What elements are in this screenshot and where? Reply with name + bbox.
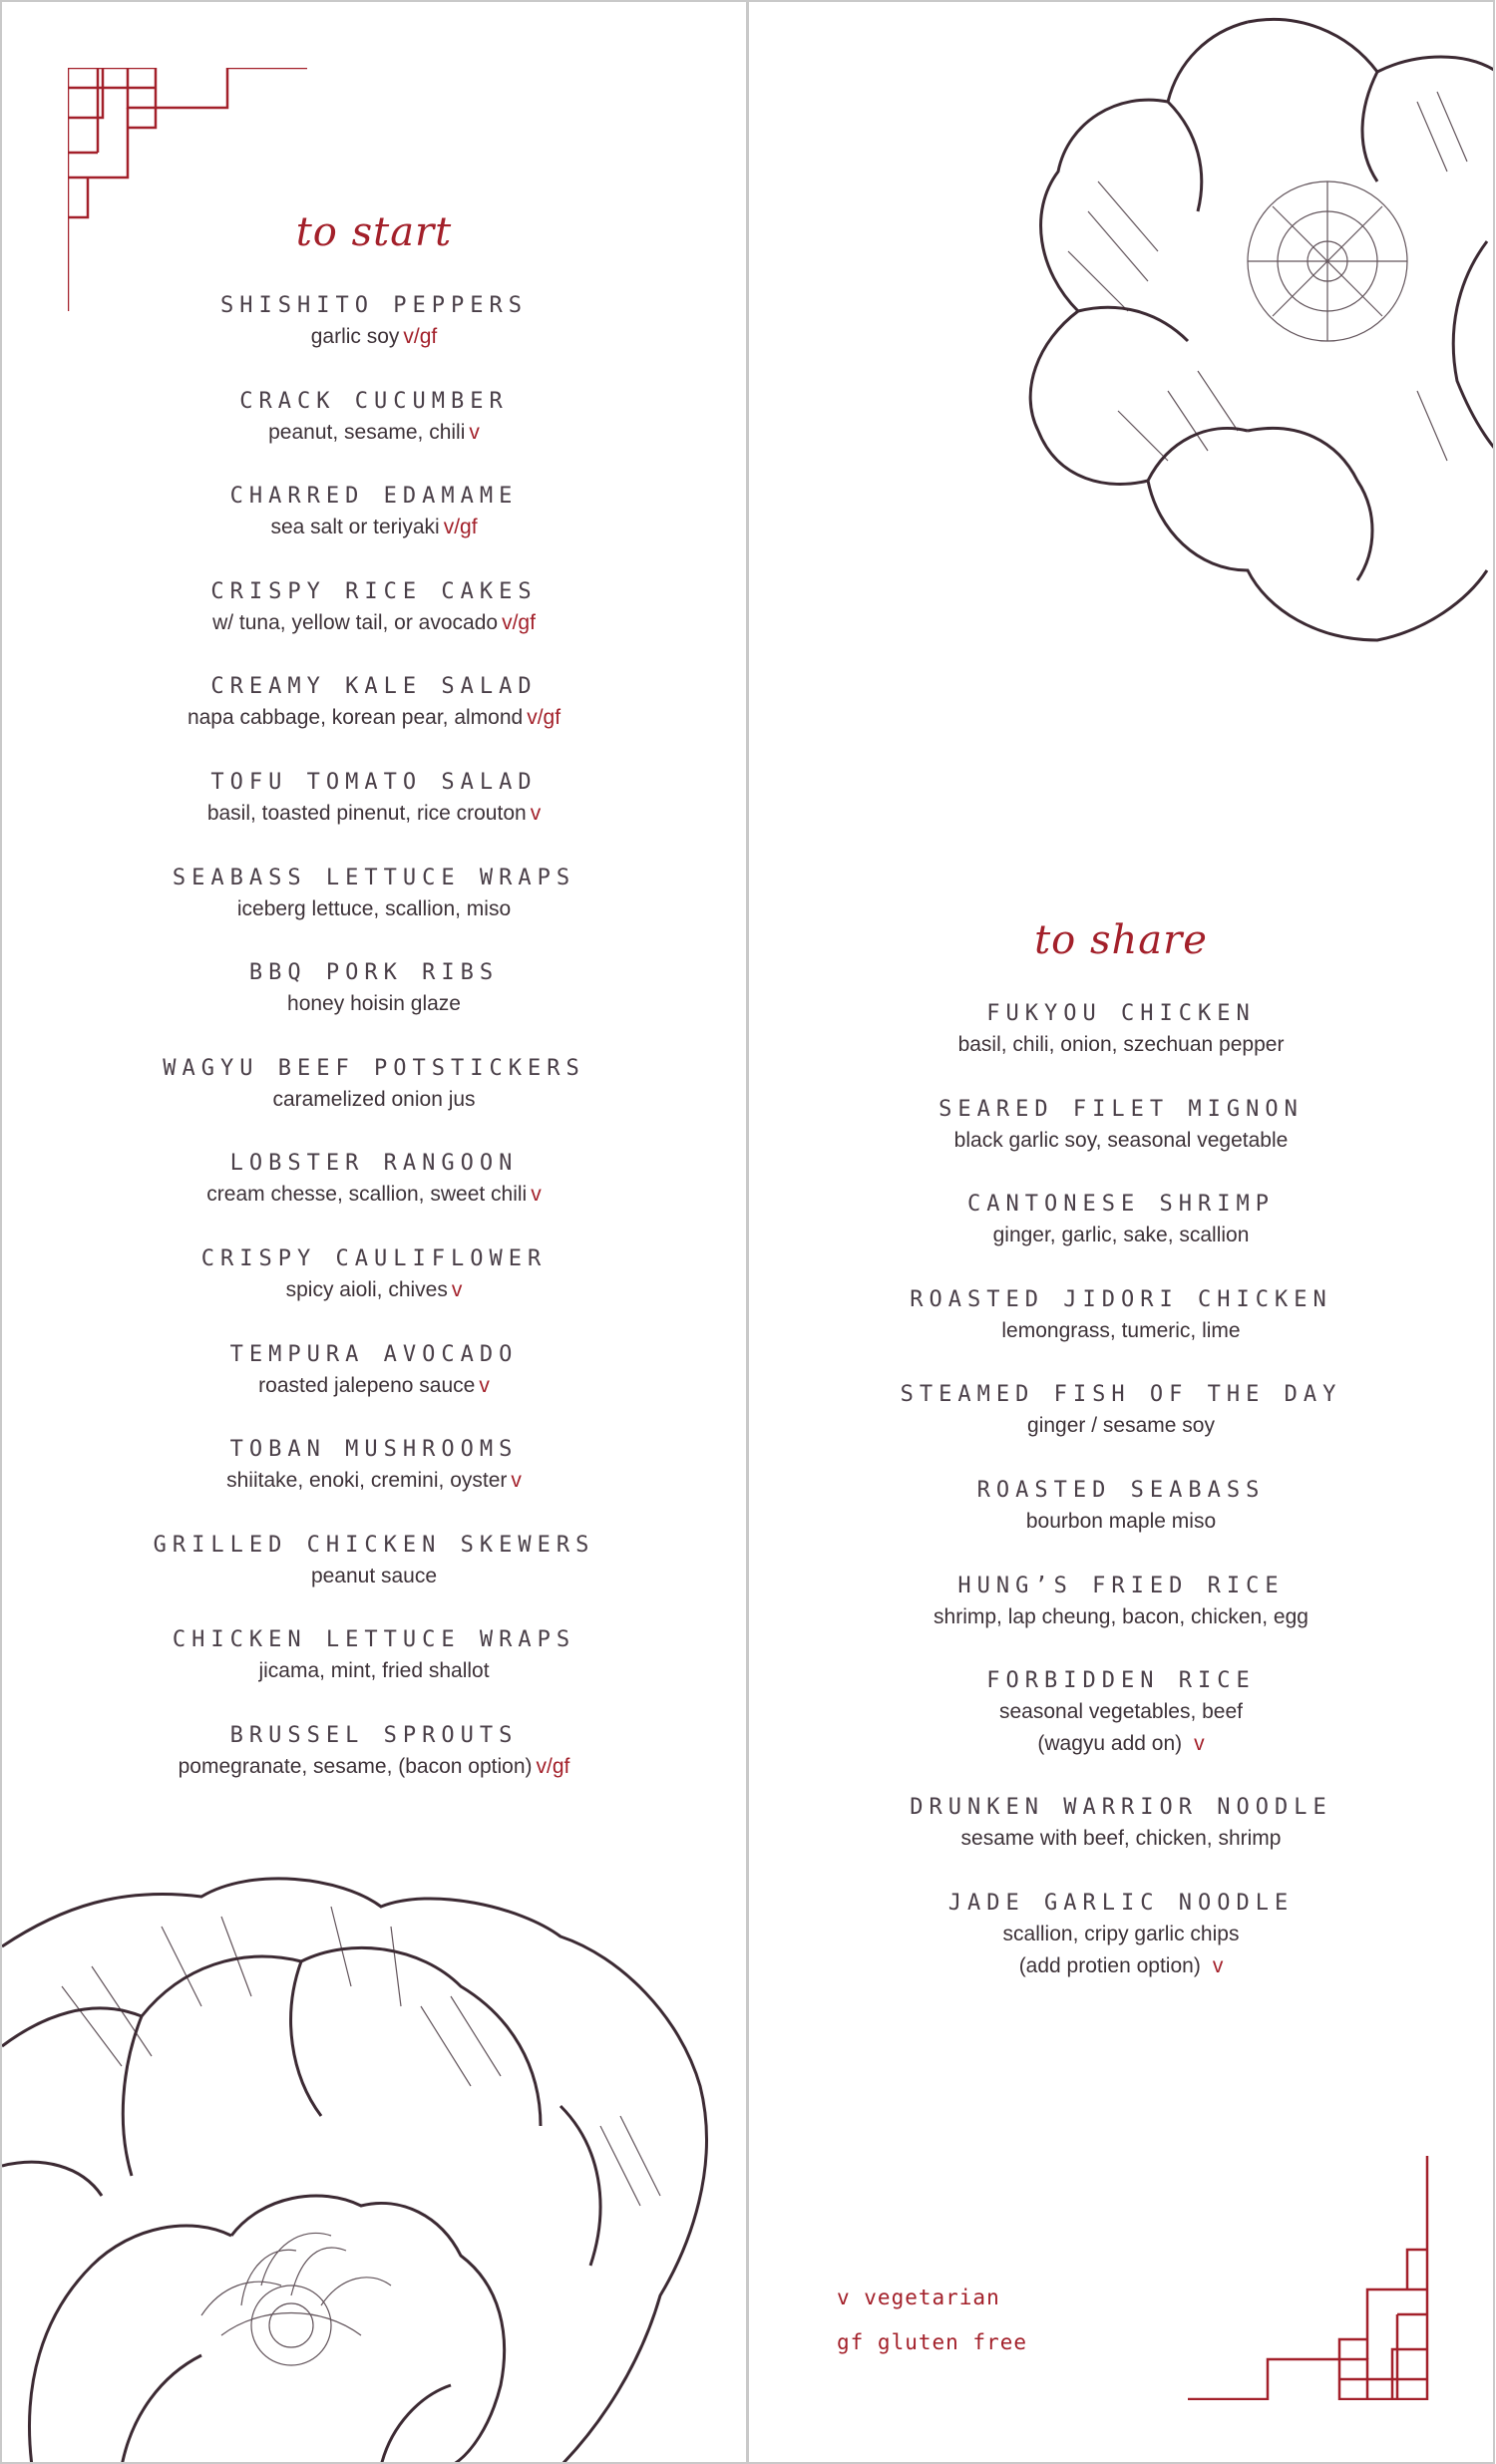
menu-item-description-text: jicama, mint, fried shallot [258, 1659, 490, 1683]
menu-item-description [749, 1601, 1493, 1633]
legend-gluten-free: gf gluten free [837, 2330, 1028, 2354]
menu-item [749, 1095, 1493, 1191]
menu-item [2, 672, 746, 768]
menu-item-description [749, 1919, 1493, 1950]
menu-item-description [2, 1465, 746, 1497]
menu-item-description-text: iceberg lettuce, scallion, miso [236, 896, 512, 920]
menu-item-name: LOBSTER RANGOON [229, 1151, 519, 1177]
to-start-heading: to start [295, 209, 453, 255]
menu-item-description [2, 1084, 746, 1116]
menu-item-description-text: ginger / sesame soy [1027, 1414, 1215, 1438]
menu-item-name: DRUNKEN WARRIOR NOODLE [910, 1795, 1332, 1821]
dietary-tag: v/gf [403, 325, 438, 348]
menu-item-description-text: pomegranate, sesame, (bacon option) [178, 1754, 533, 1778]
menu-item-description [2, 512, 746, 543]
corner-fret-ornament-top-left [68, 68, 317, 312]
menu-item-description [2, 798, 746, 830]
menu-item-name: TEMPURA AVOCADO [229, 1341, 519, 1367]
menu-item-description-text: w/ tuna, yellow tail, or avocado [212, 610, 499, 634]
menu-item-description [2, 321, 746, 353]
menu-item-description-text: sea salt or teriyaki [270, 516, 440, 539]
menu-item-name: BRUSSEL SPROUTS [229, 1722, 519, 1748]
corner-fret-ornament-bottom-right [1188, 2156, 1437, 2400]
menu-item-description-text: basil, toasted pinenut, rice crouton [206, 801, 527, 825]
menu-item-description [749, 1220, 1493, 1251]
dietary-tag: v/gf [536, 1754, 570, 1778]
dietary-tag: v [1212, 1953, 1224, 1977]
menu-item [749, 1476, 1493, 1572]
menu-item-name: TOBAN MUSHROOMS [229, 1437, 519, 1463]
menu-item-name: TOFU TOMATO SALAD [210, 769, 538, 795]
menu-item-description-text: black garlic soy, seasonal vegetable [953, 1128, 1289, 1152]
menu-item-name: CRACK CUCUMBER [239, 388, 509, 414]
menu-item [749, 1572, 1493, 1667]
menu-item-description-text: sesame with beef, chicken, shrimp [960, 1827, 1282, 1851]
dietary-tag: v/gf [527, 706, 561, 730]
right-menu-panel [747, 0, 1495, 2464]
menu-item-description-text: spicy aioli, chives [285, 1277, 448, 1301]
menu-item [2, 482, 746, 577]
menu-item [2, 291, 746, 387]
menu-item-name: CHARRED EDAMAME [229, 484, 519, 510]
menu-item-name: CREAMY KALE SALAD [210, 674, 538, 700]
to-share-heading: to share [1034, 917, 1208, 963]
menu-item-description [749, 1506, 1493, 1538]
dietary-legend [837, 2286, 1027, 2375]
menu-item [2, 1435, 746, 1531]
menu-item-name: BBQ PORK RIBS [248, 960, 500, 986]
menu-item [2, 958, 746, 1054]
menu-item-description-text: peanut, sesame, chili [268, 420, 466, 444]
dietary-tag: v [451, 1277, 463, 1301]
menu-item-name: SEABASS LETTUCE WRAPS [172, 865, 576, 890]
dietary-tag: v/gf [443, 516, 478, 539]
menu-item-name: ROASTED JIDORI CHICKEN [910, 1286, 1332, 1312]
menu-item [2, 387, 746, 483]
menu-item-description-text: honey hoisin glaze [287, 992, 461, 1016]
menu-item [2, 1149, 746, 1244]
menu-item [2, 864, 746, 959]
menu-item-name: CHICKEN LETTUCE WRAPS [172, 1627, 576, 1653]
menu-item-description-text: shrimp, lap cheung, bacon, chicken, egg [934, 1604, 1309, 1628]
menu-item-name: FUKYOU CHICKEN [986, 1001, 1256, 1026]
menu-item-name: ROASTED SEABASS [976, 1477, 1266, 1503]
menu-item-description-extra-text: (wagyu add on) [1037, 1732, 1183, 1756]
menu-item-description [2, 607, 746, 639]
peony-flower-illustration-bottom [2, 1867, 720, 2464]
menu-item [749, 999, 1493, 1095]
dietary-tag: v [511, 1469, 522, 1493]
dietary-tag: v [1194, 1732, 1205, 1756]
dietary-tag: v [479, 1373, 490, 1397]
menu-item-description-text: basil, chili, onion, szechuan pepper [957, 1033, 1285, 1056]
menu-item-description [2, 417, 746, 449]
menu-item [749, 1889, 1493, 2015]
menu-item-description-text: cream chesse, scallion, sweet chili [206, 1183, 528, 1207]
menu-item-description [2, 1274, 746, 1306]
to-share-item-list [749, 999, 1493, 2015]
menu-item-description [2, 1370, 746, 1402]
menu-item-name: SEARED FILET MIGNON [938, 1096, 1304, 1122]
menu-item-description-text: bourbon maple miso [1025, 1509, 1217, 1533]
menu-item-name: STEAMED FISH OF THE DAY [900, 1382, 1342, 1408]
menu-item [749, 1380, 1493, 1476]
menu-item-description [749, 1823, 1493, 1855]
menu-item [749, 1793, 1493, 1889]
menu-item-description-extra [749, 1950, 1493, 1982]
menu-item-description [749, 1029, 1493, 1061]
menu-item-description-text: napa cabbage, korean pear, almond [187, 706, 524, 730]
legend-vegetarian: v vegetarian [837, 2286, 1000, 2309]
menu-item-description [749, 1125, 1493, 1157]
menu-item-description-extra-text: (add protien option) [1018, 1953, 1201, 1977]
menu-item-description [2, 988, 746, 1020]
menu-item-name: WAGYU BEEF POTSTICKERS [163, 1055, 585, 1081]
menu-item-name: HUNG’S FRIED RICE [957, 1573, 1285, 1598]
menu-item [749, 1190, 1493, 1285]
menu-item [2, 577, 746, 673]
menu-item-description-text: roasted jalepeno sauce [258, 1373, 476, 1397]
dietary-tag: v/gf [502, 610, 536, 634]
menu-item-name: GRILLED CHICKEN SKEWERS [153, 1532, 595, 1558]
menu-item-description-extra [749, 1728, 1493, 1760]
menu-item [2, 1244, 746, 1340]
menu-item-description [2, 702, 746, 734]
menu-item-description-text: ginger, garlic, sake, scallion [992, 1224, 1250, 1247]
menu-item-description [2, 1561, 746, 1592]
dietary-tag: v [531, 1183, 542, 1207]
menu-item-description [749, 1315, 1493, 1347]
menu-item-description [2, 1751, 746, 1783]
menu-item-description-text: garlic soy [310, 325, 400, 348]
dietary-tag: v [530, 801, 542, 825]
menu-item-description [749, 1410, 1493, 1442]
menu-item-name: CANTONESE SHRIMP [967, 1192, 1275, 1218]
menu-item-name: SHISHITO PEPPERS [220, 293, 528, 318]
menu-item-description-text: scallion, cripy garlic chips [1002, 1922, 1240, 1945]
menu-item [2, 1340, 746, 1436]
menu-item-name: CRISPY CAULIFLOWER [200, 1245, 548, 1271]
menu-item [2, 1625, 746, 1721]
to-start-item-list [2, 291, 746, 1817]
menu-item-description-text: seasonal vegetables, beef [998, 1700, 1243, 1724]
menu-item [2, 768, 746, 864]
menu-item-description-text: caramelized onion jus [272, 1087, 476, 1111]
menu-item-description-text: peanut sauce [310, 1564, 438, 1587]
menu-item-description [2, 1655, 746, 1687]
menu-item [2, 1531, 746, 1626]
menu-item-name: CRISPY RICE CAKES [210, 578, 538, 604]
menu-item-name: JADE GARLIC NOODLE [947, 1890, 1295, 1916]
menu-item-name: FORBIDDEN RICE [986, 1668, 1256, 1694]
menu-item-description [749, 1696, 1493, 1728]
menu-item-description-text: shiitake, enoki, cremini, oyster [226, 1469, 508, 1493]
menu-item [2, 1721, 746, 1817]
menu-item-description-text: lemongrass, tumeric, lime [1001, 1318, 1241, 1342]
dietary-tag: v [469, 420, 480, 444]
menu-item [749, 1285, 1493, 1381]
menu-item-description [2, 893, 746, 925]
menu-item-description [2, 1179, 746, 1211]
peony-flower-illustration-top [998, 12, 1495, 650]
menu-item [749, 1666, 1493, 1793]
menu-item [2, 1054, 746, 1150]
